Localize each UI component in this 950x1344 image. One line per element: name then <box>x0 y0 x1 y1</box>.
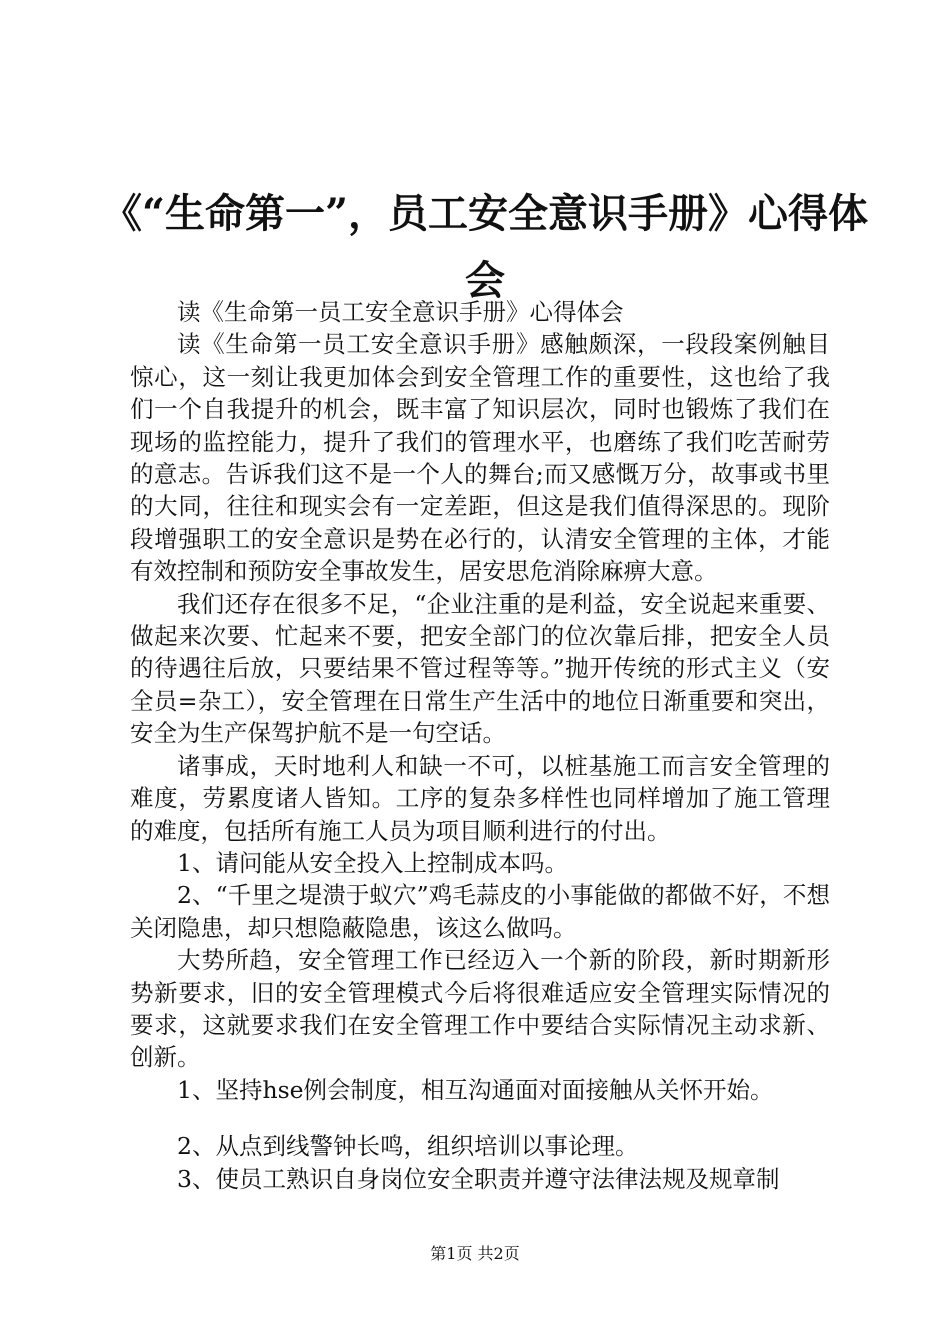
paragraph-1: 读《生命第一员工安全意识手册》感触颇深，一段段案例触目惊心，这一刻让我更加体会到安全管理工作的重要性，这也给了我们一个自我提升的机会，既丰富了知识层次，同时也锻炼了我们在现场的监控能力，提升了我们的管理水平，也磨练了我们吃苦耐劳的意志。告诉我们这不是一个人的舞台;而又感慨万分，故事或书里的大同，往往和现实会有一定差距，但这是我们值得深思的。现阶段增强职工的安全意识是势在必行的，认清安全管理的主体，才能有效控制和预防安全事故发生，居安思危消除麻痹大意。 <box>130 330 830 586</box>
paragraph-4: 大势所趋，安全管理工作已经迈入一个新的阶段，新时期新形势新要求，旧的安全管理模式今后将很难适应安全管理实际情况的要求，这就要求我们在安全管理工作中要结合实际情况主动求新、创新。 <box>130 946 830 1072</box>
list-item-2: 2、“千里之堤溃于蚁穴”鸡毛蒜皮的小事能做的都做不好，不想关闭隐患，却只想隐蔽隐患，该这么做吗。 <box>130 881 830 942</box>
paragraph-2: 我们还存在很多不足，“企业注重的是利益，安全说起来重要、做起来次要、忙起来不要，把安全部门的位次靠后排，把安全人员的待遇往后放，只要结果不管过程等等。”抛开传统的形式主义（安全员=杂工），安全管理在日常生产生活中的地位日渐重要和突出，安全为生产保驾护航不是一句空话。 <box>130 589 830 748</box>
document-body <box>130 296 830 1195</box>
list-item-1: 1、请问能从安全投入上控制成本吗。 <box>177 848 568 877</box>
list-item-3: 1、坚持hse例会制度，相互沟通面对面接触从关怀开始。 <box>177 1075 774 1104</box>
subtitle-line: 读《生命第一员工安全意识手册》心得体会 <box>177 298 624 326</box>
page-footer: 第1页 共2页 <box>430 1244 520 1263</box>
document-title: 《“生命第一”，员工安全意识手册》心得体会 <box>101 190 868 304</box>
list-item-4: 2、从点到线警钟长鸣，组织培训以事论理。 <box>177 1132 639 1161</box>
paragraph-3: 诸事成，天时地利人和缺一不可，以桩基施工而言安全管理的难度，劳累度诸人皆知。工序的复杂多样性也同样增加了施工管理的难度，包括所有施工人员为项目顺利进行的付出。 <box>130 751 830 845</box>
list-item-5: 3、使员工熟识自身岗位安全职责并遵守法律法规及规章制 <box>177 1164 780 1193</box>
